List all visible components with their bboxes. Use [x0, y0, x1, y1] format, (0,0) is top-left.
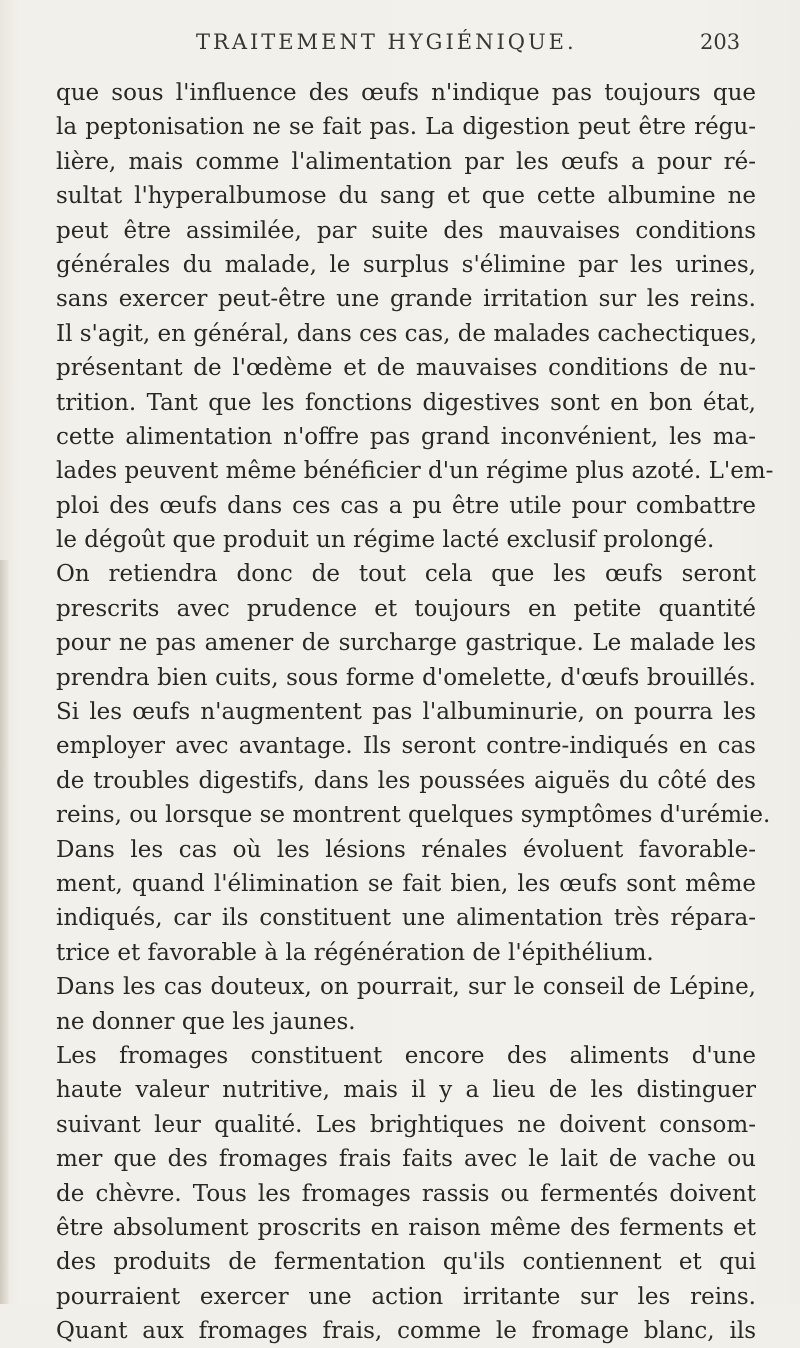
text-line: On retiendra donc de tout cela que les œufs seront [56, 561, 756, 588]
text-line: Dans les cas où les lésions rénales évoluent favorable- [56, 836, 756, 863]
text-line: Il s'agit, en général, dans ces cas, de malades cachectiques, [56, 320, 758, 347]
text-line: cette alimentation n'offre pas grand inconvénient, les ma- [56, 423, 756, 450]
text-line: indiqués, car ils constituent une alimentation très répara- [56, 905, 756, 932]
text-line: que sous l'influence des œufs n'indique pas toujours que [56, 80, 756, 106]
text-line: Si les œufs n'augmentent pas l'albuminurie, on pourra les [56, 699, 756, 726]
text-line: la peptonisation ne se fait pas. La digestion peut être régu- [56, 114, 756, 141]
text-line: générales du malade, le surplus s'élimine par les urines, [56, 251, 756, 278]
text-line: prescrits avec prudence et toujours en petite quantité [56, 595, 756, 622]
text-line: ploi des œufs dans ces cas a pu être utile pour combattre [56, 492, 756, 519]
text-line: employer avec avantage. Ils seront contre-indiqués en cas [56, 733, 756, 760]
text-line: pourraient exercer une action irritante sur les reins. [56, 1283, 756, 1310]
running-title: TRAITEMENT HYGIÉNIQUE. [196, 30, 577, 54]
text-line: prendra bien cuits, sous forme d'omelette, d'œufs brouillés. [56, 664, 756, 691]
text-line: de chèvre. Tous les fromages rassis ou fermentés doivent [56, 1180, 756, 1207]
text-line: mer que des fromages frais faits avec le lait de vache ou [56, 1146, 756, 1173]
text-line: suivant leur qualité. Les brightiques ne doivent consom- [56, 1111, 756, 1138]
text-line: des produits de fermentation qu'ils contiennent et qui [56, 1249, 756, 1276]
text-line: Dans les cas douteux, on pourrait, sur le conseil de Lépine, [56, 974, 756, 1001]
binding-shadow [0, 560, 10, 1304]
page-number: 203 [700, 30, 741, 54]
text-line: reins, ou lorsque se montrent quelques symptômes d'urémie. [56, 802, 771, 829]
text-line: sultat l'hyperalbumose du sang et que cette albumine ne [56, 183, 756, 210]
text-line: ne donner que les jaunes. [56, 1008, 356, 1035]
text-line: présentant de l'œdème et de mauvaises conditions de nu- [56, 355, 756, 382]
text-line: lière, mais comme l'alimentation par les œufs a pour ré- [56, 148, 756, 175]
text-line: être absolument proscrits en raison même des ferments et [56, 1214, 756, 1241]
body-text [56, 76, 774, 1348]
text-line: pour ne pas amener de surcharge gastrique. Le malade les [56, 630, 756, 657]
text-line: sans exercer peut-être une grande irritation sur les reins. [56, 286, 756, 313]
text-line: trice et favorable à la régénération de l'épithélium. [56, 939, 654, 966]
text-line: le dégoût que produit un régime lacté exclusif prolongé. [56, 527, 715, 554]
text-line: Quant aux fromages frais, comme le fromage blanc, ils [56, 1318, 756, 1345]
text-line: lades peuvent même bénéficier d'un régime plus azoté. L'em- [56, 458, 774, 485]
text-line: de troubles digestifs, dans les poussées aiguës du côté des [56, 767, 756, 794]
text-line: ment, quand l'élimination se fait bien, les œufs sont même [56, 870, 756, 897]
text-line: trition. Tant que les fonctions digestives sont en bon état, [56, 389, 756, 416]
text-line: Les fromages constituent encore des aliments d'une [56, 1042, 756, 1069]
text-line: haute valeur nutritive, mais il y a lieu de les distinguer [56, 1077, 756, 1104]
text-line: peut être assimilée, par suite des mauvaises conditions [56, 217, 756, 244]
